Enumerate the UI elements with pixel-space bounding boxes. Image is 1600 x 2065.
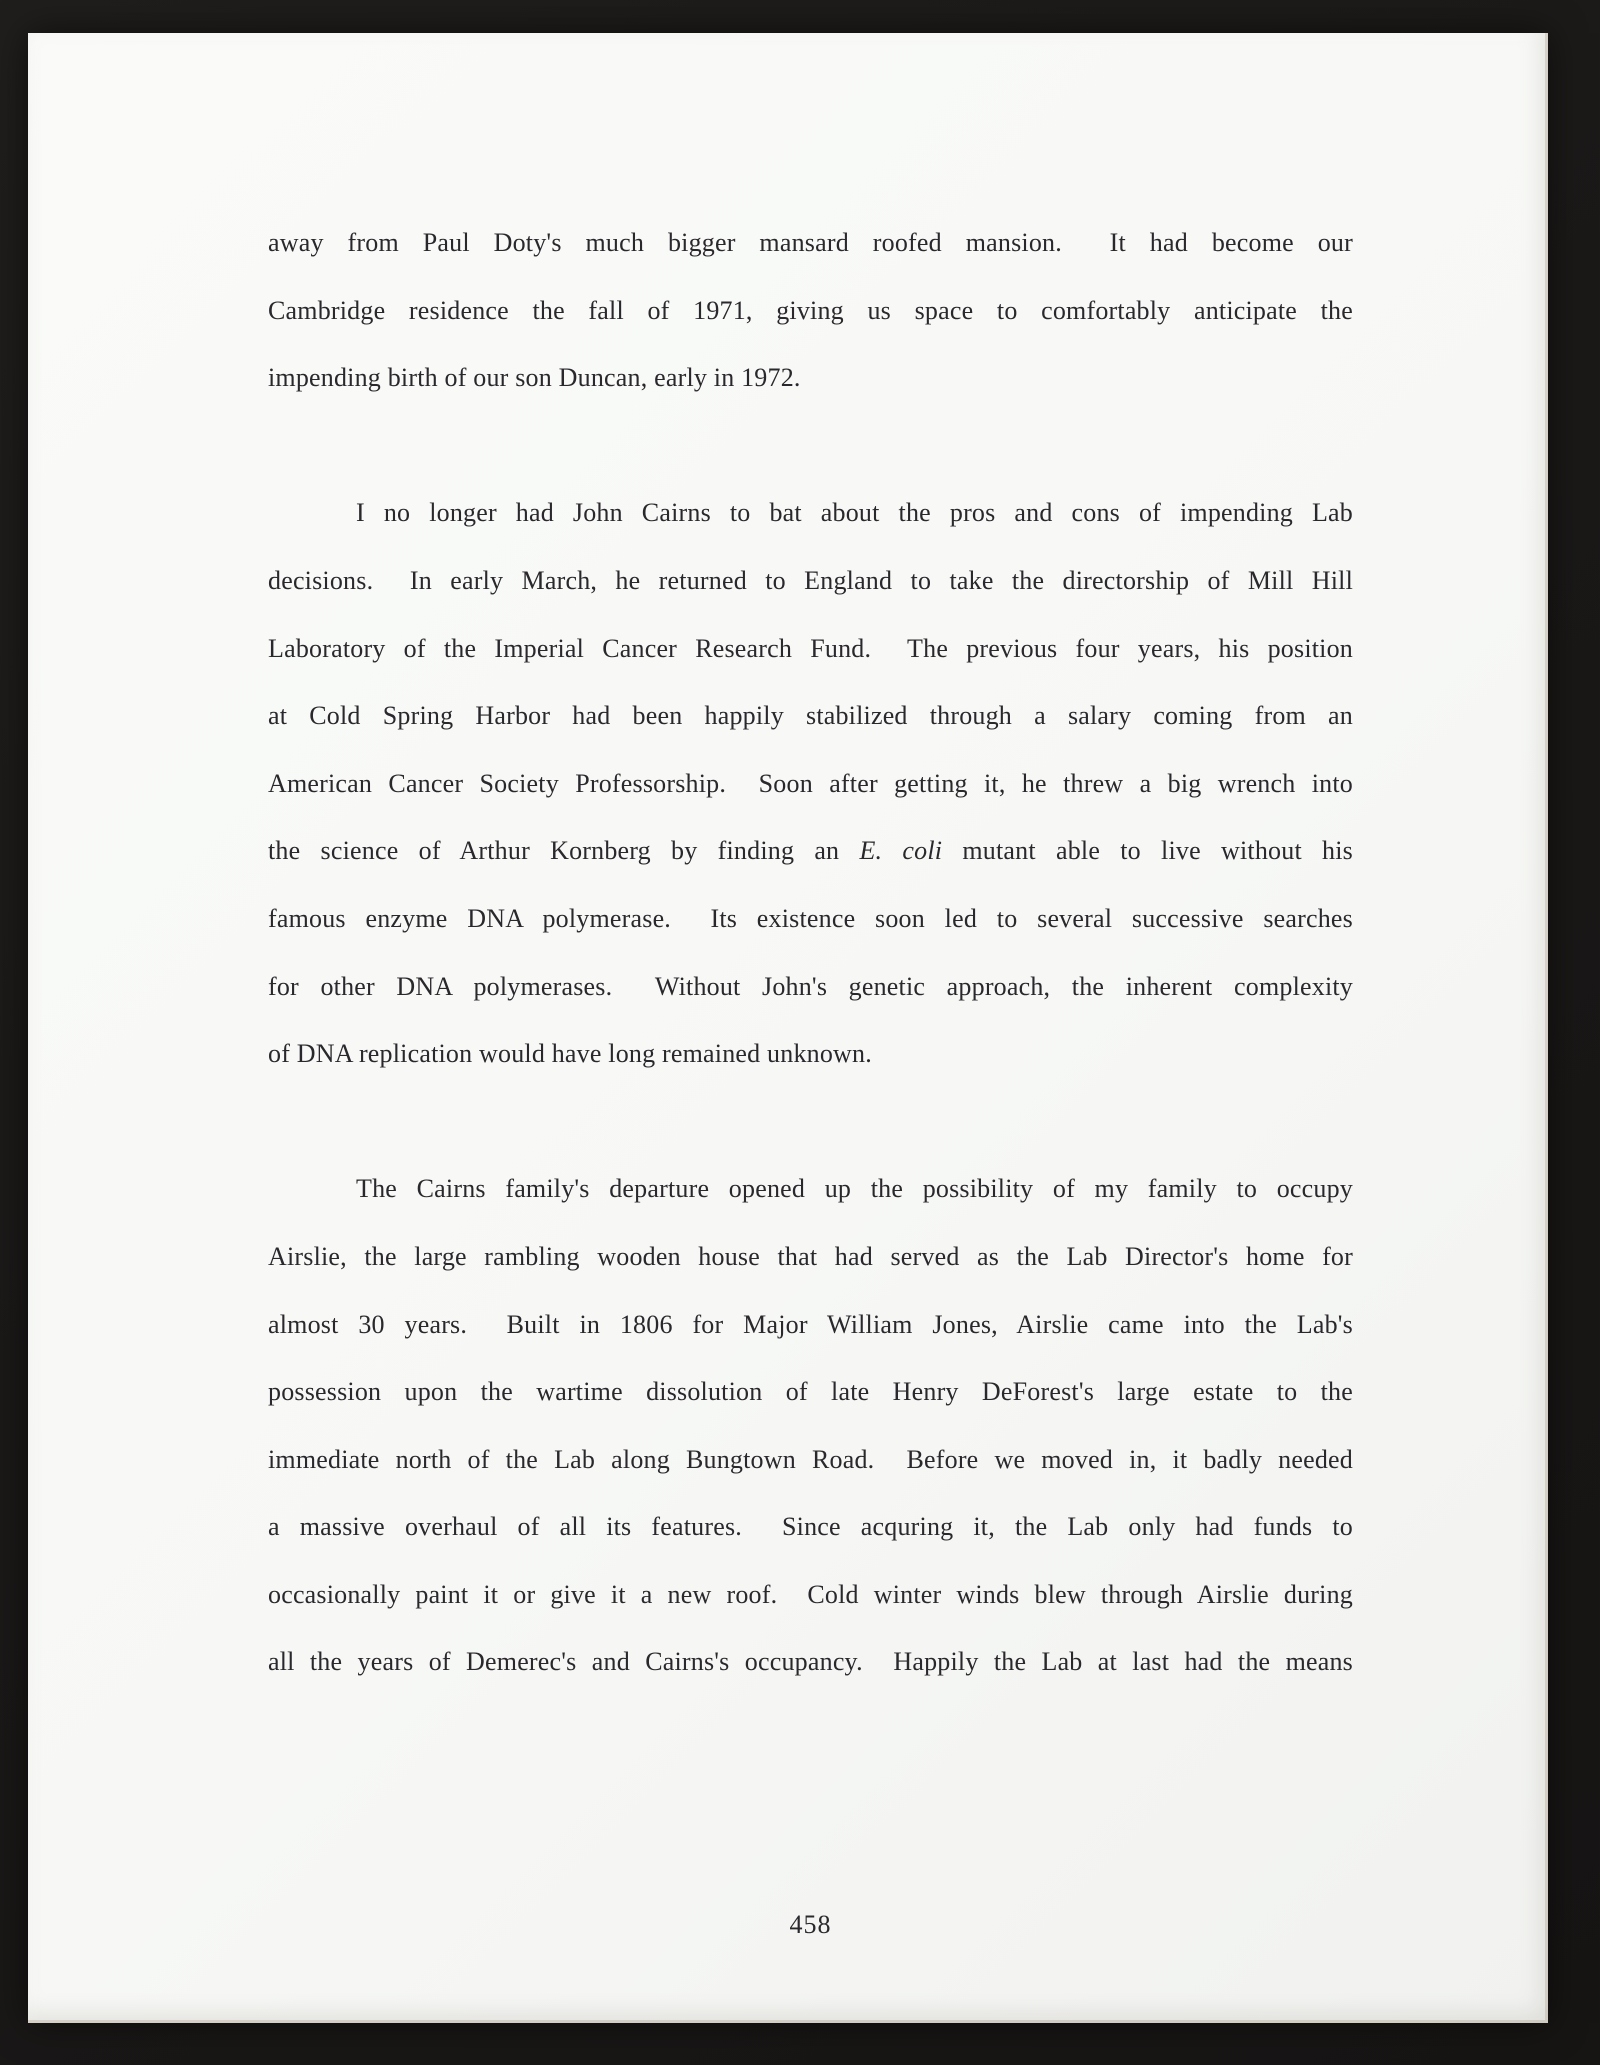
text-segment: Cambridge residence the fall of 1971, giving us space to comfortably anticipate the	[268, 295, 1353, 325]
page-text	[268, 209, 1353, 1696]
text-segment: immediate north of the Lab along Bungtown Road. Before we moved in, it badly needed	[268, 1444, 1353, 1474]
text-line	[268, 1493, 1353, 1561]
text-line	[268, 615, 1353, 683]
text-segment: American Cancer Society Professorship. Soon after getting it, he threw a big wrench into	[268, 768, 1353, 798]
text-line	[268, 953, 1353, 1021]
text-line	[268, 1155, 1353, 1223]
text-segment: all the years of Demerec's and Cairns's occupancy. Happily the Lab at last had the means	[268, 1647, 1353, 1677]
text-segment: for other DNA polymerases. Without John's genetic approach, the inherent complexity	[268, 971, 1353, 1001]
text-line	[268, 1561, 1353, 1629]
text-segment: the science of Arthur Kornberg by finding an	[268, 836, 860, 866]
text-segment: I no longer had John Cairns to bat about the pros and cons of impending Lab	[356, 498, 1353, 528]
text-segment: decisions. In early March, he returned to England to take the directorship of Mill Hill	[268, 565, 1353, 595]
italic-term: E. coli	[859, 836, 943, 866]
document-page	[28, 33, 1548, 2023]
text-line	[268, 750, 1353, 818]
text-segment: mutant able to live without his	[942, 836, 1353, 866]
text-line	[268, 1426, 1353, 1494]
text-line	[268, 1628, 1353, 1696]
text-segment: at Cold Spring Harbor had been happily stabilized through a salary coming from an	[268, 701, 1353, 731]
text-segment: The Cairns family's departure opened up the possibility of my family to occupy	[356, 1174, 1353, 1204]
text-segment: famous enzyme DNA polymerase. Its existence soon led to several successive searches	[268, 903, 1353, 933]
text-segment: impending birth of our son Duncan, early in 1972.	[268, 363, 801, 393]
text-line	[268, 682, 1353, 750]
text-segment: possession upon the wartime dissolution of late Henry DeForest's large estate to the	[268, 1377, 1353, 1407]
text-segment: Laboratory of the Imperial Cancer Research Fund. The previous four years, his position	[268, 633, 1353, 663]
text-line	[268, 209, 1353, 277]
text-line	[268, 885, 1353, 953]
text-segment: away from Paul Doty's much bigger mansard roofed mansion. It had become our	[268, 228, 1353, 257]
paragraph	[268, 209, 1353, 412]
text-segment: of DNA replication would have long remained unknown.	[268, 1039, 872, 1069]
text-line	[268, 1223, 1353, 1291]
paragraph	[268, 1155, 1353, 1696]
text-line	[268, 277, 1353, 345]
text-line	[268, 1291, 1353, 1359]
page-number: 458	[789, 1910, 832, 1939]
text-line	[268, 479, 1353, 547]
text-segment: almost 30 years. Built in 1806 for Major William Jones, Airslie came into the Lab's	[268, 1309, 1353, 1339]
text-line	[268, 1020, 1353, 1088]
text-line	[268, 1358, 1353, 1426]
text-line	[268, 547, 1353, 615]
text-segment: a massive overhaul of all its features. Since acquring it, the Lab only had funds to	[268, 1512, 1353, 1542]
paragraph	[268, 479, 1353, 1087]
text-line	[268, 817, 1353, 885]
text-line	[268, 344, 1353, 412]
text-segment: Airslie, the large rambling wooden house that had served as the Lab Director's home for	[268, 1241, 1353, 1271]
text-segment: occasionally paint it or give it a new roof. Cold winter winds blew through Airslie during	[268, 1579, 1353, 1609]
